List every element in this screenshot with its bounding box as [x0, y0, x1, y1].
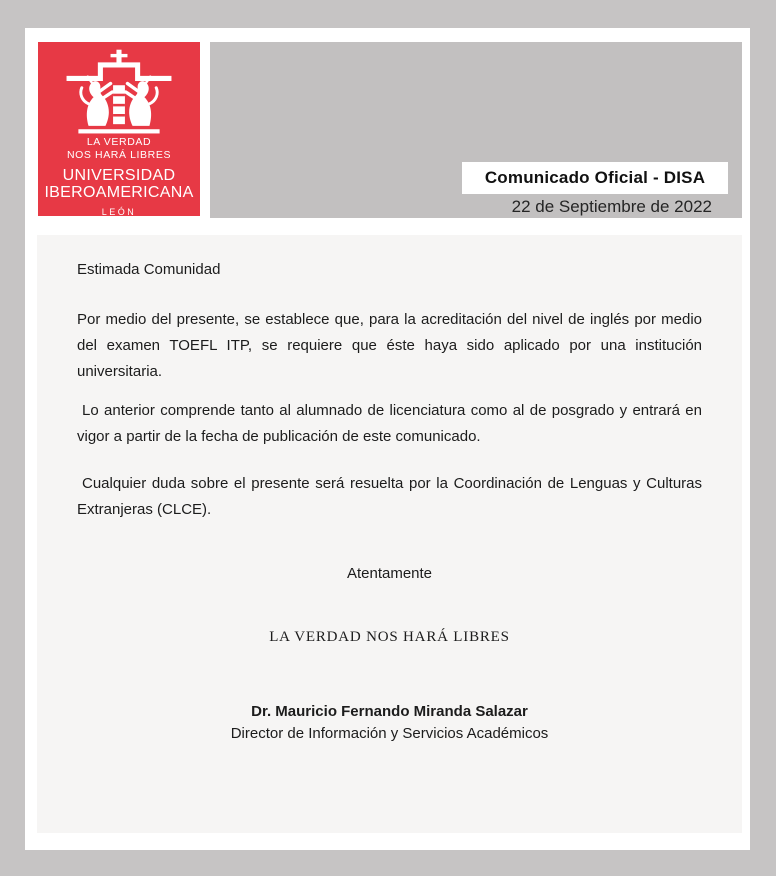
- logo-motto-line2: NOS HARÁ LIBRES: [66, 149, 172, 161]
- letter-body: [37, 235, 742, 833]
- signer-name: Dr. Mauricio Fernando Miranda Salazar: [251, 703, 528, 720]
- paragraph-1: Por medio del presente, se establece que, para la acreditación del nivel de inglés por medio del examen TOEFL ITP, se requiere que éste haya sido aplicado por una institución universitaria.: [77, 311, 702, 380]
- university-crest-icon: [53, 48, 185, 136]
- logo-university-line1: UNIVERSIDAD: [62, 167, 176, 184]
- communique-title: Comunicado Oficial - DISA: [462, 162, 728, 194]
- university-logo: [38, 42, 200, 216]
- communique-date: 22 de Septiembre de 2022: [511, 197, 712, 216]
- closing: Atentamente: [346, 565, 433, 582]
- signature-block: [77, 701, 702, 745]
- document-page: [25, 28, 750, 850]
- paragraph-2: Lo anterior comprende tanto al alumnado de licenciatura como al de posgrado y entrará en vigor a partir de la fecha de publicación de este comunicado.: [77, 402, 702, 445]
- paragraph-3: Cualquier duda sobre el presente será resuelta por la Coordinación de Lenguas y Culturas Extranjeras (CLCE).: [77, 475, 702, 518]
- salutation: Estimada Comunidad: [77, 261, 221, 278]
- header-band: [210, 42, 742, 218]
- logo-campus: LEÓN: [101, 207, 137, 217]
- logo-university-line2: IBEROAMERICANA: [44, 184, 194, 201]
- logo-motto-line1: LA VERDAD: [86, 136, 152, 148]
- signer-title: Director de Información y Servicios Académicos: [230, 725, 549, 742]
- letter-motto: LA VERDAD NOS HARÁ LIBRES: [269, 629, 510, 645]
